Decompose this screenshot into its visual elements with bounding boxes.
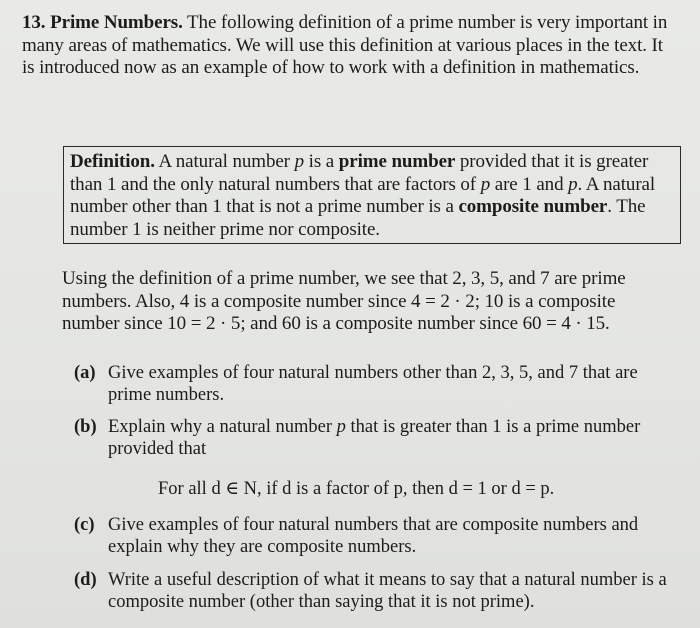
definition-part: are 1 and: [494, 173, 564, 195]
variable-p: p: [568, 173, 578, 195]
part-label: (a): [74, 363, 96, 383]
part-text: Write a useful description of what it means to say that a natural number is a composite number (other than saying that it is not prime).: [108, 570, 667, 612]
part-text-segment: that is greater than 1 is a prime number provided that: [108, 417, 641, 459]
part-text: Give examples of four natural numbers other than 2, 3, 5, and 7 that are prime numbers.: [108, 363, 638, 405]
definition-part: provided that it is greater than 1 and the only natural numbers that are factors of: [70, 151, 649, 195]
definition-box: [63, 146, 681, 244]
usage-paragraph: Using the definition of a prime number, we see that 2, 3, 5, and 7 are prime numbers. Also, 4 is a composite number since 4 = 2 · 2; 10 is a composite number since 10 = 2 · 5; and 60 is a composite number since 60 = 4 · 15.: [62, 268, 626, 334]
definition-part: . The number 1 is neither prime nor composite.: [70, 196, 646, 240]
part-text: Give examples of four natural numbers that are composite numbers and explain why they are composite numbers.: [108, 515, 639, 557]
variable-p: p: [294, 151, 304, 172]
term-composite-number: composite number: [458, 196, 608, 217]
for-all-statement: For all d ∈ N, if d is a factor of p, then d = 1 or d = p.: [158, 479, 555, 499]
definition-part: is a: [308, 151, 335, 172]
part-label: (d): [74, 570, 97, 590]
term-prime-number: prime number: [338, 151, 456, 172]
part-text-segment: Explain why a natural number: [108, 417, 332, 437]
part-label: (b): [74, 417, 97, 437]
definition-heading: Definition.: [70, 151, 155, 172]
variable-p: p: [480, 173, 491, 195]
definition-part: . A natural number other than 1 that is not a prime number is a: [70, 173, 656, 217]
definition-part: A natural number: [158, 151, 290, 172]
part-text: [108, 416, 673, 460]
part-label: (c): [74, 515, 95, 535]
variable-p: p: [336, 417, 346, 437]
problem-number: 13.: [22, 12, 46, 33]
problem-intro-text: The following definition of a prime number is very important in many areas of mathematics. We will use this definition at various places in the text. It is introduced now as an example of how to work with a definition in mathematics.: [22, 12, 668, 78]
problem-13-intro: [22, 12, 672, 80]
problem-title: Prime Numbers.: [50, 12, 183, 33]
definition-text: [70, 151, 674, 241]
